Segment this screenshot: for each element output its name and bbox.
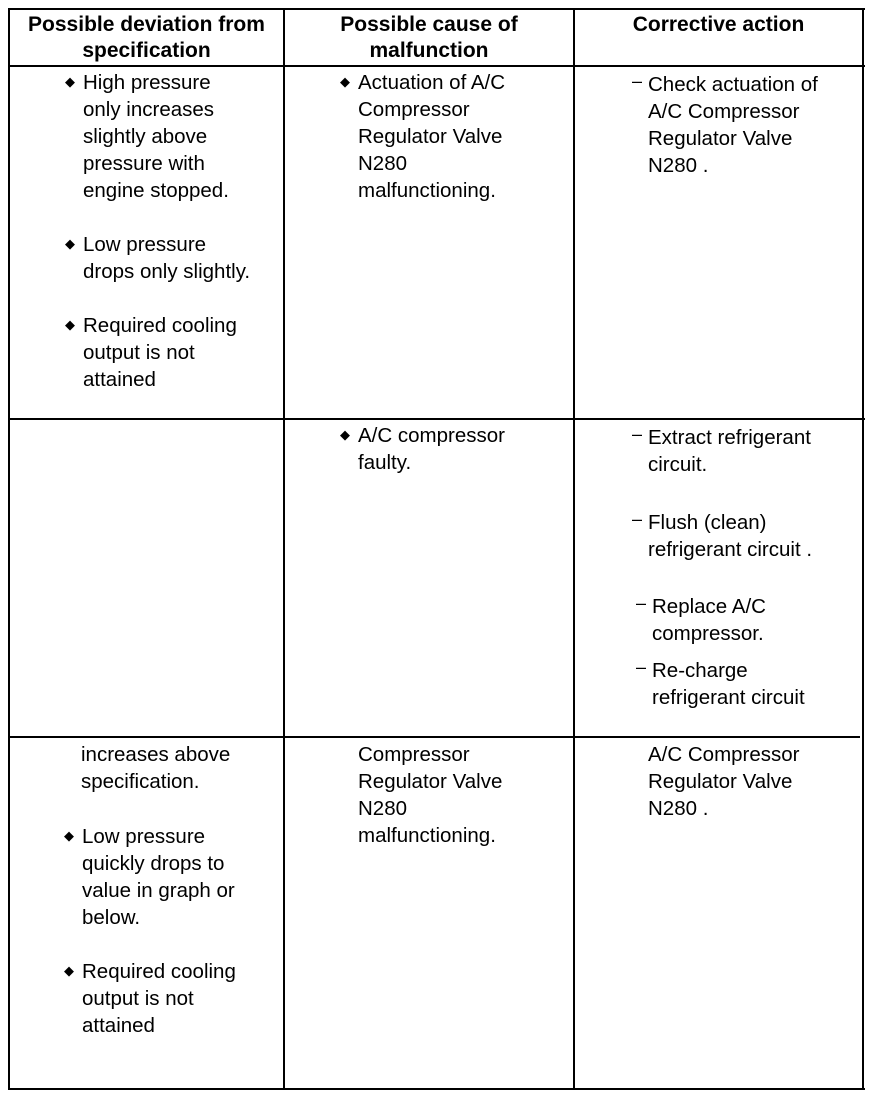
- row-2-action-item-3: [636, 593, 766, 647]
- text-line: A/C Compressor: [648, 100, 800, 123]
- row-2-action-cell: [632, 424, 811, 478]
- bullet-icon: ◆: [340, 427, 350, 442]
- bullet-icon: ◆: [340, 74, 350, 89]
- row-3-deviation-cell: [81, 741, 230, 795]
- dash-icon: –: [632, 509, 643, 529]
- text-line: increases above: [81, 743, 231, 766]
- row-2-action-item-2: [632, 509, 813, 563]
- header-deviation-line-1: Possible deviation from: [28, 13, 265, 36]
- text-line: output is not: [83, 341, 195, 364]
- column-divider-2: [573, 8, 575, 1090]
- column-divider-1: [283, 8, 285, 1090]
- text-line: malfunctioning.: [358, 824, 496, 847]
- list-item: [632, 424, 811, 478]
- text-line: N280: [358, 152, 408, 175]
- spacer: [83, 204, 250, 231]
- list-item: [65, 312, 250, 393]
- text-line: Required cooling: [82, 960, 236, 983]
- table-bottom-border: [8, 1088, 865, 1090]
- text-line: below.: [82, 906, 141, 929]
- text-line: refrigerant circuit: [652, 686, 805, 709]
- text-line: High pressure: [83, 71, 211, 94]
- list-item: [64, 958, 236, 1039]
- text-line: malfunctioning.: [358, 179, 496, 202]
- row-1-deviation-cell: [65, 69, 251, 393]
- text-line: pressure with: [83, 152, 205, 175]
- bullet-icon: ◆: [65, 74, 75, 89]
- text-line: only increases: [83, 98, 215, 121]
- row-1-action-cell: [632, 71, 818, 179]
- row-2-divider: [8, 736, 860, 738]
- header-action-line-1: Corrective action: [632, 13, 805, 36]
- bullet-icon: ◆: [65, 236, 75, 251]
- text-line: Low pressure: [83, 233, 207, 256]
- text-line: circuit.: [648, 453, 708, 476]
- text-line: Required cooling: [83, 314, 237, 337]
- text-line: Compressor: [358, 743, 470, 766]
- table-right-border: [862, 8, 864, 1090]
- text-line: drops only slightly.: [83, 260, 251, 283]
- table-left-border: [8, 8, 10, 1090]
- row-3-deviation-items: [64, 823, 236, 1039]
- text-line: Low pressure: [82, 825, 206, 848]
- dash-icon: –: [636, 593, 647, 613]
- text-line: N280 .: [648, 797, 709, 820]
- list-item: [340, 69, 506, 204]
- text-line: Regulator Valve: [358, 125, 503, 148]
- text-line: Regulator Valve: [648, 127, 793, 150]
- text-line: faulty.: [358, 451, 412, 474]
- row-3-action-cell: [648, 741, 800, 822]
- spacer: [82, 931, 236, 958]
- list-item: [340, 422, 505, 476]
- bullet-icon: ◆: [64, 963, 74, 978]
- text-line: Actuation of A/C: [358, 71, 506, 94]
- header-deviation: [10, 12, 283, 64]
- text-line: quickly drops to: [82, 852, 225, 875]
- text-line: N280: [358, 797, 408, 820]
- dash-icon: –: [632, 424, 643, 444]
- text-line: slightly above: [83, 125, 208, 148]
- bullet-icon: ◆: [65, 317, 75, 332]
- row-3-cause-cell: [358, 741, 502, 849]
- header-deviation-line-2: specification: [82, 39, 211, 62]
- text-line: A/C Compressor: [648, 743, 800, 766]
- list-item: [65, 69, 250, 204]
- text-line: Regulator Valve: [358, 770, 503, 793]
- header-cause: [285, 12, 573, 64]
- text-line: output is not: [82, 987, 194, 1010]
- text-line: attained: [83, 368, 156, 391]
- bullet-icon: ◆: [64, 828, 74, 843]
- dash-icon: –: [632, 71, 643, 91]
- list-item: [632, 509, 813, 563]
- header-cause-line-2: malfunction: [369, 39, 489, 62]
- text-line: specification.: [81, 770, 200, 793]
- list-item: [636, 593, 766, 647]
- table-top-border: [8, 8, 865, 10]
- text-line: value in graph or: [82, 879, 235, 902]
- text-line: Re-charge: [652, 659, 748, 682]
- row-1-divider: [8, 418, 865, 420]
- text-line: engine stopped.: [83, 179, 229, 202]
- text-line: Compressor: [358, 98, 470, 121]
- list-item: [65, 231, 251, 285]
- list-item: [632, 71, 818, 179]
- text-line: Flush (clean): [648, 511, 767, 534]
- list-item: [64, 823, 236, 931]
- header-divider: [8, 65, 865, 67]
- text-line: attained: [82, 1014, 155, 1037]
- text-line: Regulator Valve: [648, 770, 793, 793]
- header-action: [575, 12, 862, 38]
- text-line: A/C compressor: [358, 424, 505, 447]
- text-line: N280 .: [648, 154, 709, 177]
- row-1-cause-cell: [340, 69, 506, 204]
- row-2-cause-cell: [340, 422, 505, 476]
- text-line: refrigerant circuit .: [648, 538, 813, 561]
- text-line: Extract refrigerant: [648, 426, 811, 449]
- header-cause-line-1: Possible cause of: [340, 13, 518, 36]
- list-item: [636, 657, 805, 711]
- row-2-action-item-4: [636, 657, 805, 711]
- spacer: [83, 285, 250, 312]
- dash-icon: –: [636, 657, 647, 677]
- text-line: compressor.: [652, 622, 764, 645]
- text-line: Replace A/C: [652, 595, 766, 618]
- text-line: Check actuation of: [648, 73, 818, 96]
